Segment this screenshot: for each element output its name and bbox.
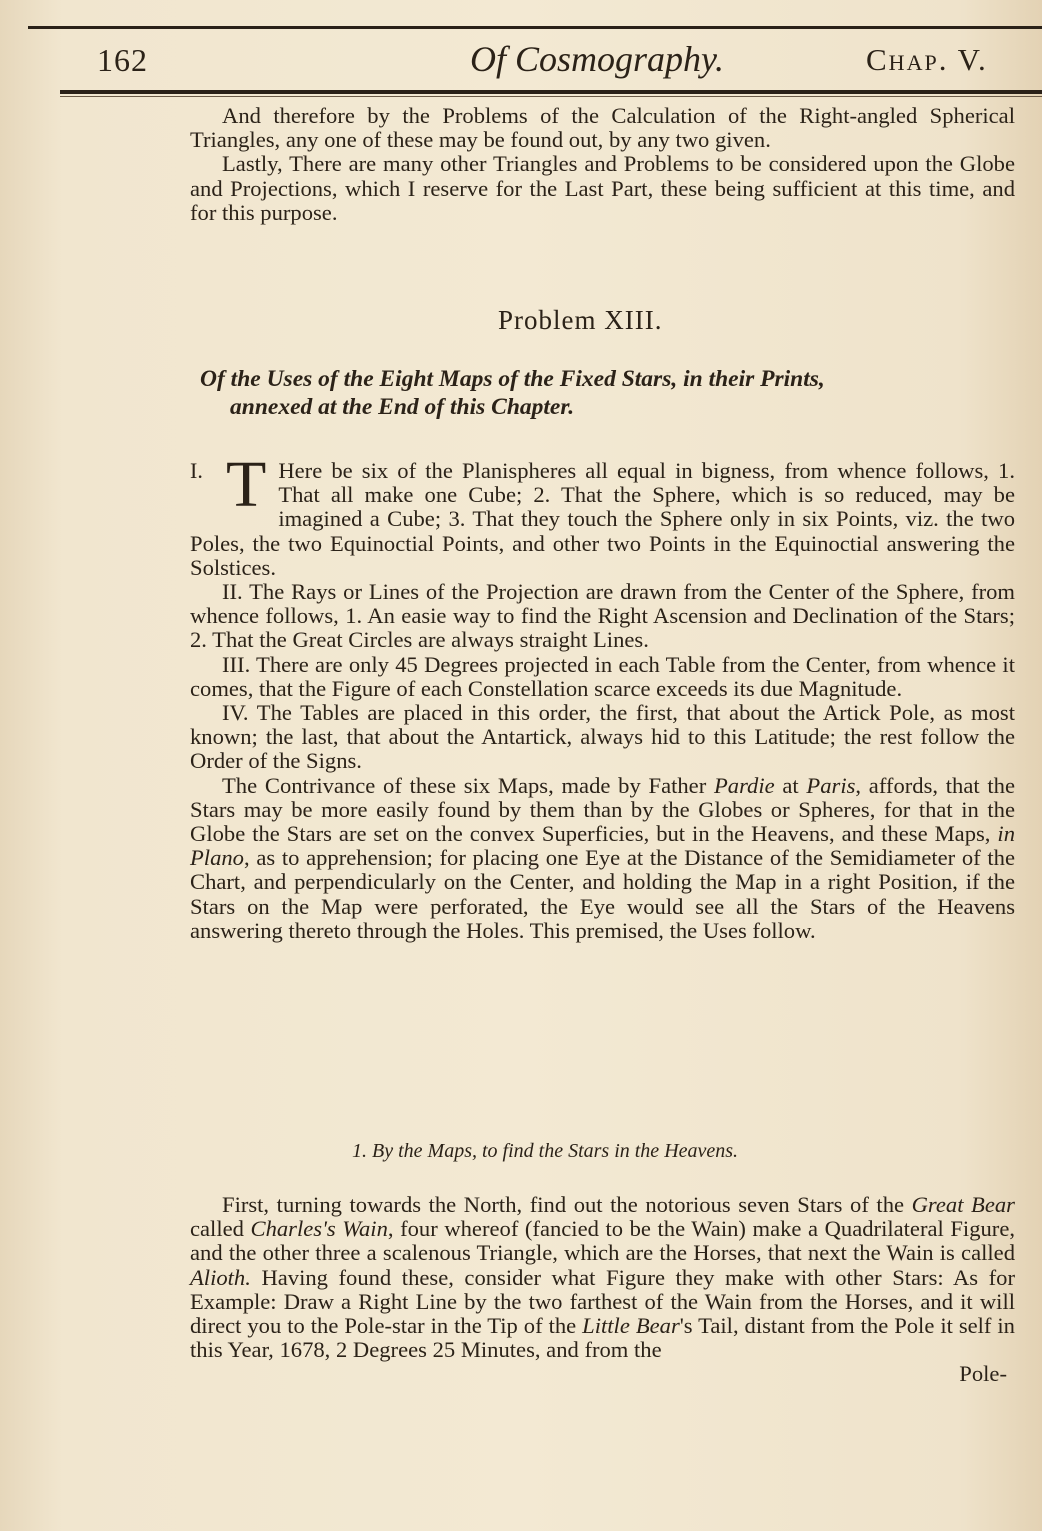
- item-iii: III. There are only 45 Degrees projected in each Table from the Center, from whence it comes, that the Figure of each Constellation scarce exceeds its due Magnitude.: [190, 651, 1015, 701]
- paragraph: And therefore by the Problems of the Calculation of the Right-angled Spherical Triangles, any one of these may be found out, by any two given.: [190, 103, 1015, 153]
- text-run: Having found these, consider what Figure they make with other Stars: As for Example: Draw a Right Line by the two farthest of the Wain from the Horses, and it will direct you to the Pole-star in the Tip of the: [190, 1264, 1015, 1339]
- text-run: , as to apprehension; for placing one Eye at the Distance of the Semidiameter of the Chart, and perpendicularly on the Center, and holding the Map in a right Position, if the Stars on the Map were perforated, the Eye would see all the Stars of the Heavens answering thereto through the Holes. This premised, the Uses follow.: [190, 845, 1015, 943]
- italic-phrase: in Plano: [190, 821, 1015, 871]
- problem-title: Problem XIII.: [498, 305, 663, 335]
- top-rule: [28, 26, 1042, 29]
- italic-name: Little Bear: [582, 1313, 680, 1339]
- subtitle-line: Of the Uses of the Eight Maps of the Fixed Stars, in their Prints,: [200, 366, 825, 392]
- item-iv: IV. The Tables are placed in this order, the first, that about the Artick Pole, as most known; the last, that about the Antartick, always hid to this Latitude; the rest follow the Order of the Signs.: [190, 700, 1015, 774]
- chapter-label: Chap. V.: [866, 42, 988, 77]
- italic-name: Pardie: [713, 772, 775, 798]
- text-run: First, turning towards the North, find out the notorious seven Stars of the: [222, 1192, 912, 1217]
- text-run: , four whereof (fancied to be the Wain) make a Quadrilateral Figure, and the other three a scalenous Triangle, which are the Horses, that next the Wain is called: [190, 1216, 1015, 1266]
- section-body: [190, 1193, 1015, 1387]
- section-heading: 1. By the Maps, to find the Stars in the Heavens.: [352, 1140, 739, 1162]
- item-i: [190, 448, 1015, 580]
- text-run: 's Tail, distant from the Pole it self in this Year, 1678, 2 Degrees 25 Minutes, and from the: [190, 1313, 1015, 1363]
- numbered-items: [190, 448, 1015, 943]
- text-run: called: [190, 1216, 251, 1242]
- text-run: , affords, that the Stars may be more easily found by them than by the Globes or Spheres, for that in the Globe the Stars are set on the convex Superficies, but in the Heavens, and these Maps,: [190, 772, 1015, 847]
- page-number: 162: [97, 42, 148, 78]
- problem-subtitle: [200, 365, 1030, 421]
- paragraph: [190, 774, 1015, 943]
- paragraph: Here be six of the Planispheres all equal in bigness, from whence follows, 1. That all make one Cube; 2. That the Sphere, which is so reduced, may be imagined a Cube; 3. That they touch the Sphere only in six Points, viz. the two Poles, the two Equinoctial Points, and other two Points in the Equinoctial answering the Solstices.: [190, 458, 1015, 580]
- item-ii: II. The Rays or Lines of the Projection are drawn from the Center of the Sphere, from whence follows, 1. An easie way to find the Right Ascension and Declination of the Stars; 2. That the Great Circles are always straight Lines.: [190, 579, 1015, 653]
- italic-name: Charles's Wain: [250, 1216, 388, 1242]
- header-rule: [60, 90, 1042, 94]
- header-rule-thin: [60, 96, 1042, 97]
- drop-cap: T: [226, 448, 267, 521]
- subtitle-line: annexed at the End of this Chapter.: [230, 394, 575, 420]
- text-run: The Contrivance of these six Maps, made by Father: [222, 772, 714, 798]
- paragraph: [190, 1193, 1015, 1362]
- paragraph: Lastly, There are many other Triangles and Problems to be considered upon the Globe and Projections, which I reserve for the Last Part, these being sufficient at this time, and for this purpose.: [190, 151, 1015, 225]
- page-header: [0, 34, 1042, 90]
- item-numeral: I.: [190, 458, 203, 483]
- catchword: Pole-: [959, 1361, 1007, 1387]
- intro-block: [190, 104, 1015, 225]
- text-run: at: [774, 772, 807, 798]
- running-title: Of Cosmography.: [470, 39, 725, 79]
- italic-name: Alioth.: [190, 1264, 251, 1290]
- italic-name: Paris: [806, 772, 856, 798]
- italic-name: Great Bear: [911, 1192, 1015, 1217]
